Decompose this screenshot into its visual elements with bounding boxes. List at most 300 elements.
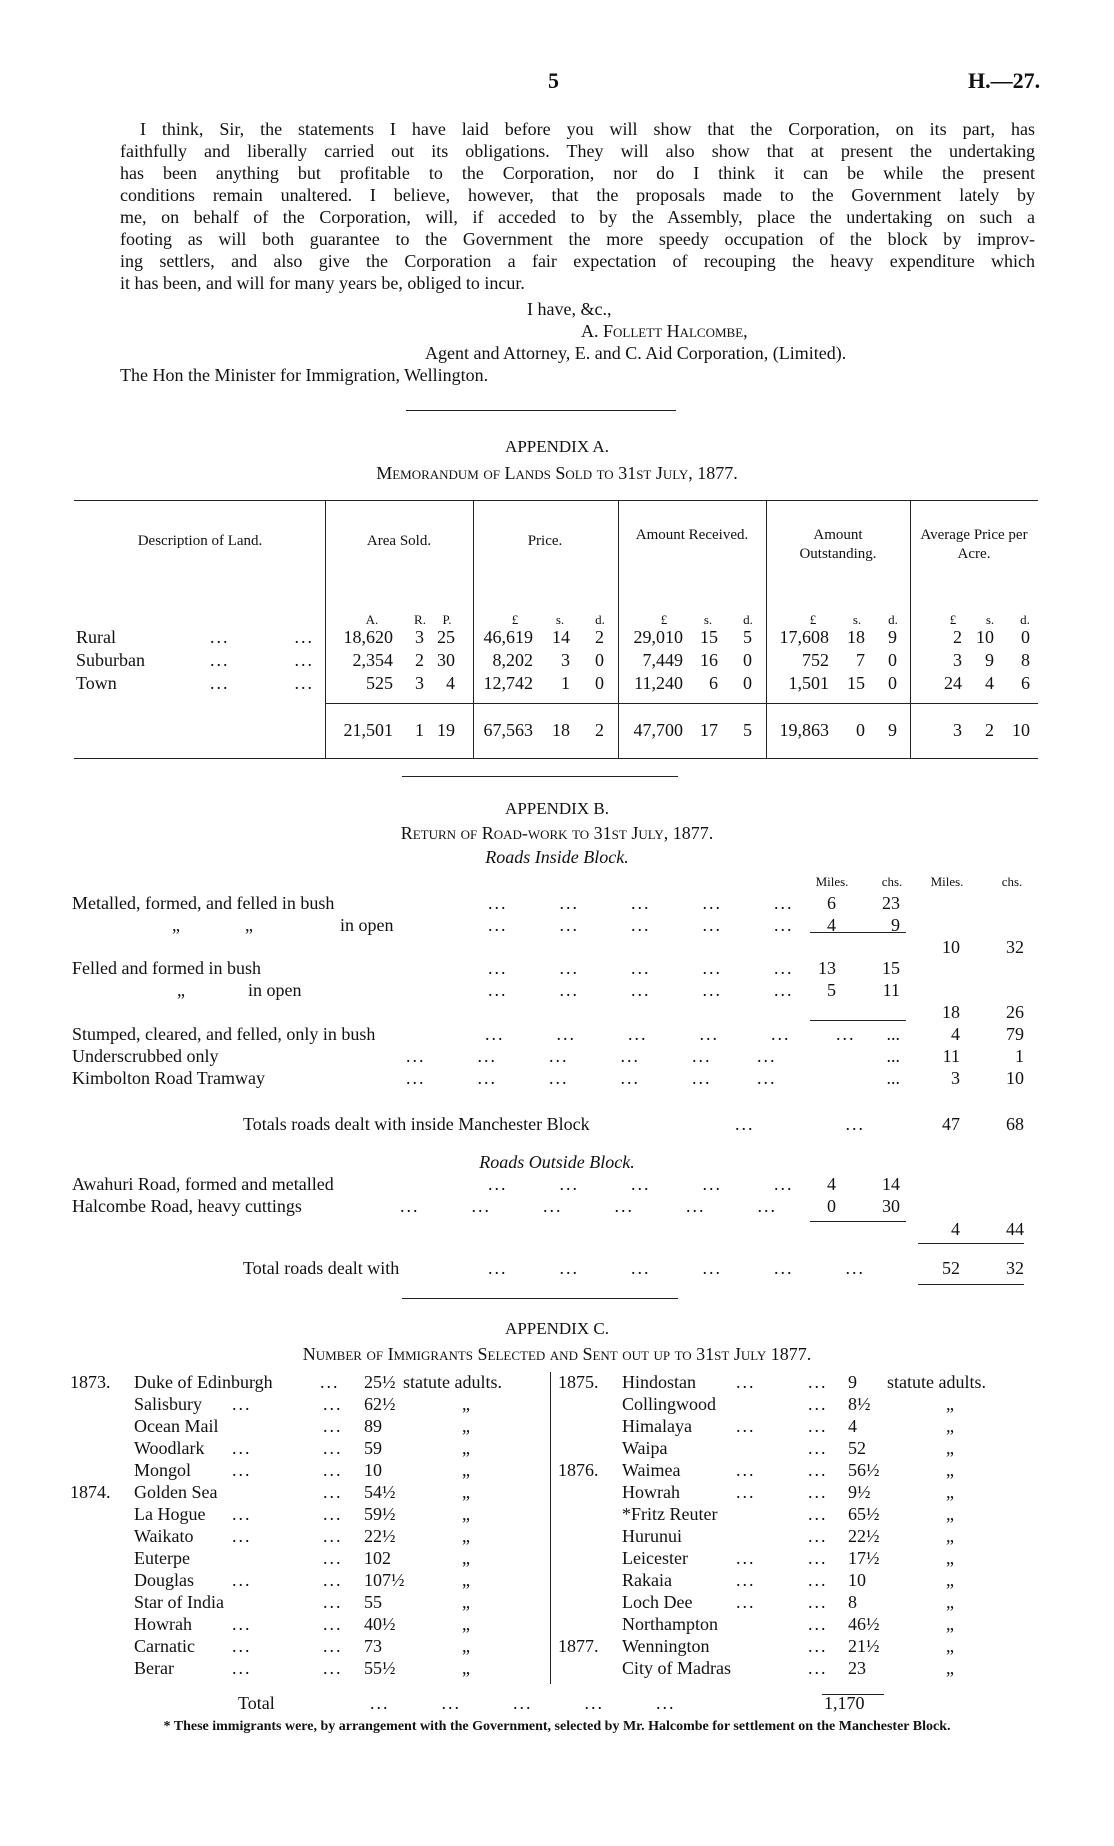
table-cell: 30 [437,650,455,670]
row-leader: ... [808,1570,828,1590]
row-leader: ... ... ... ... ... ... [400,1196,777,1216]
ditto-mark: „ [462,1438,470,1458]
unit-label: A. [365,612,379,627]
miles-total-cell: 47 [942,1114,960,1134]
ship-name: La Hogue [134,1504,206,1524]
miles-total-cell: 52 [942,1258,960,1278]
immigrant-count: 102 [364,1548,391,1568]
table-cell: 0 [743,650,752,670]
miles-cell: 0 [827,1196,836,1216]
miles-total-cell: 4 [951,1219,960,1239]
table-cell: 2,354 [352,650,393,670]
ditto-mark: „ [177,980,185,1000]
table-cell: 7 [856,650,865,670]
column-header: Miles. [815,874,849,889]
table-cell: 0 [1021,627,1030,647]
appendix-a-title: Memorandum of Lands Sold to 31st July, 1877. [376,463,738,483]
letter-line: faithfully and liberally carried out its obligations. They will also show that at present the undertaking [120,141,1035,161]
ship-name: Ocean Mail [134,1416,219,1436]
ship-name: Star of India [134,1592,224,1612]
ditto-mark: „ [462,1526,470,1546]
row-leader: ... [232,1658,252,1678]
unit-label: £ [949,612,957,627]
table-cell: 0 [888,673,897,693]
table-cell: 46,619 [483,627,533,647]
immigrant-count: 59 [364,1438,382,1458]
row-leader: ... [808,1394,828,1414]
table-cell: 4 [985,673,994,693]
row-label: in open [340,915,394,935]
row-leader: ... ... ... ... ... [488,893,794,913]
row-leader: ... [808,1548,828,1568]
table-column-rule [550,1372,551,1684]
ditto-mark: „ [946,1658,954,1678]
table-cell: 17,608 [779,627,829,647]
row-leader: ... [323,1438,343,1458]
chains-total-cell: 10 [1006,1068,1024,1088]
year-label: 1877. [558,1636,599,1656]
chains-total-cell: 32 [1006,937,1024,957]
row-leader: ... [808,1372,828,1392]
immigrant-count: 9½ [848,1482,871,1502]
column-header: Miles. [930,874,964,889]
ditto-mark: „ [462,1592,470,1612]
row-leader: ... ... ... ... ... ... [485,1024,856,1044]
immigrant-count: 8½ [848,1394,871,1414]
table-cell: 9 [985,650,994,670]
row-leader: ... ... ... ... ... [488,980,794,1000]
table-cell: 2 [595,627,604,647]
row-leader: ... [232,1460,252,1480]
ship-name: Berar [134,1658,174,1678]
year-label: 1873. [70,1372,111,1392]
table-cell: 2 [415,650,424,670]
row-leader: ... ... [210,650,314,670]
ship-name: Hurunui [622,1526,682,1546]
immigrant-count: 65½ [848,1504,880,1524]
table-cell: 6 [709,673,718,693]
row-leader: ... [232,1504,252,1524]
letter-line: it has been, and will for many years be, obliged to incur. [120,273,525,293]
ditto-mark: „ [462,1416,470,1436]
ship-name: Mongol [134,1460,192,1480]
letter-signature: A. Follett Halcombe, [581,321,748,341]
unit-label: d. [1020,612,1030,627]
row-leader: ... [323,1592,343,1612]
chains-cell: 11 [882,980,900,1000]
row-leader: ... [736,1548,756,1568]
table-cell: 16 [700,650,718,670]
table-cell: 7,449 [642,650,683,670]
table-cell: 11,240 [634,673,683,693]
row-leader: ... [323,1570,343,1590]
inside-total-label: Totals roads dealt with inside Manchester Block [243,1114,590,1134]
ship-name: Douglas [134,1570,194,1590]
unit-label: s. [852,612,862,627]
ditto-mark: „ [946,1438,954,1458]
table-cell: 752 [802,650,829,670]
ditto-mark: „ [946,1504,954,1524]
table-cell: 1,501 [788,673,829,693]
table-cell: 4 [446,673,455,693]
immigrant-count: 17½ [848,1548,880,1568]
miles-cell: 5 [827,980,836,1000]
table-cell: 0 [743,673,752,693]
appendix-b-title: Return of Road-work to 31st July, 1877. [400,823,714,843]
table-cell: 18,620 [343,627,393,647]
chains-cell: ... [886,1068,900,1088]
table-rule [74,500,1038,501]
ditto-mark: „ [462,1548,470,1568]
table-rule [325,703,1038,704]
row-leader: ... [808,1658,828,1678]
row-leader: ... [320,1372,340,1392]
total-cell: 10 [1012,720,1030,740]
year-label: 1876. [558,1460,599,1480]
row-label: Rural [76,627,116,647]
row-leader: ... ... ... ... ... ... [488,1258,865,1278]
immigrant-count: 10 [364,1460,382,1480]
ditto-mark: „ [462,1570,470,1590]
unit-label: s. [703,612,713,627]
immigrant-count: 8 [848,1592,857,1612]
immigrant-count: 89 [364,1416,382,1436]
row-label: Underscrubbed only [72,1046,219,1066]
total-cell: 18 [552,720,570,740]
row-leader: ... [323,1416,343,1436]
ship-name: Waikato [134,1526,194,1546]
letter-line: conditions remain unaltered. I believe, however, that the proposals made to the Government lately by [120,185,1035,205]
ditto-mark: „ [462,1504,470,1524]
ship-name: Wennington [622,1636,710,1656]
row-leader: ... [323,1394,343,1414]
ship-name: Himalaya [622,1416,692,1436]
total-cell: 3 [953,720,962,740]
chains-total-cell: 68 [1006,1114,1024,1134]
row-leader: ... ... ... ... ... [488,915,794,935]
table-rule [74,758,1038,759]
row-leader: ... [323,1636,343,1656]
ship-name: Loch Dee [622,1592,693,1612]
total-cell: 19,863 [779,720,829,740]
ditto-mark: „ [946,1570,954,1590]
unit-label: s. [985,612,995,627]
letter-closing: I have, &c., [527,299,612,319]
table-cell: 10 [976,627,994,647]
ditto-mark: „ [946,1482,954,1502]
chains-total-cell: 79 [1006,1024,1024,1044]
ditto-mark: „ [462,1636,470,1656]
ditto-mark: „ [172,915,180,935]
chains-total-cell: 44 [1006,1219,1024,1239]
unit-label: statute adults. [403,1372,502,1392]
row-leader: ... [808,1438,828,1458]
row-leader: ... [808,1636,828,1656]
table-cell: 3 [415,673,424,693]
ship-name: Duke of Edinburgh [134,1372,273,1392]
column-header: Price. [527,533,563,549]
roads-outside-heading: Roads Outside Block. [479,1152,635,1172]
table-cell: 14 [552,627,570,647]
row-leader: ... [232,1394,252,1414]
row-leader: ... ... [210,673,314,693]
table-cell: 3 [953,650,962,670]
ship-name: City of Madras [622,1658,731,1678]
table-cell: 3 [561,650,570,670]
row-leader: ... [323,1548,343,1568]
miles-total-cell: 11 [942,1046,960,1066]
row-leader: ... ... ... ... ... [488,958,794,978]
row-label: Kimbolton Road Tramway [72,1068,266,1088]
table-rule [918,1243,1024,1244]
row-leader: ... [808,1592,828,1612]
row-leader: ... [736,1372,756,1392]
total-cell: 47,700 [633,720,683,740]
row-leader: ... ... [735,1114,865,1134]
column-header: Amount Outstanding. [799,527,877,562]
immigrants-total-value: 1,170 [824,1693,865,1713]
ship-name: Golden Sea [134,1482,218,1502]
ship-name: Waipa [622,1438,668,1458]
row-label: Awahuri Road, formed and metalled [72,1174,334,1194]
total-cell: 1 [415,720,424,740]
row-label: Stumped, cleared, and felled, only in bush [72,1024,376,1044]
ship-name: Waimea [622,1460,681,1480]
ship-name: Leicester [622,1548,688,1568]
immigrant-count: 55 [364,1592,382,1612]
row-leader: ... [808,1416,828,1436]
letter-line: ing settlers, and also give the Corporation a fair expectation of recouping the heavy expenditure which [120,251,1035,271]
immigrants-total-label: Total [238,1693,275,1713]
immigrant-count: 4 [848,1416,857,1436]
table-cell: 3 [415,627,424,647]
table-rule [810,1020,906,1021]
row-leader: ... ... ... ... ... ... [406,1068,777,1088]
row-leader: ... [323,1460,343,1480]
ditto-mark: „ [946,1548,954,1568]
letter-addressee: The Hon the Minister for Immigration, Wellington. [120,365,489,385]
row-leader: ... [808,1482,828,1502]
immigrant-count: 21½ [848,1636,880,1656]
row-leader: ... [808,1526,828,1546]
row-leader: ... [808,1614,828,1634]
ditto-mark: „ [946,1636,954,1656]
row-leader: ... [232,1526,252,1546]
total-cell: 2 [985,720,994,740]
divider [402,1298,678,1299]
ship-name: Howrah [134,1614,192,1634]
ship-name: Rakaia [622,1570,672,1590]
ditto-mark: „ [462,1614,470,1634]
row-label: Halcombe Road, heavy cuttings [72,1196,302,1216]
immigrant-count: 9 [848,1372,857,1392]
ship-name: Salisbury [134,1394,203,1414]
roads-inside-heading: Roads Inside Block. [485,847,629,867]
table-cell: 525 [366,673,393,693]
immigrant-count: 54½ [364,1482,396,1502]
unit-label: £ [660,612,668,627]
unit-label: P. [442,612,452,627]
ship-name: Euterpe [134,1548,190,1568]
miles-cell: 6 [827,893,836,913]
ditto-mark: „ [946,1614,954,1634]
immigrant-count: 73 [364,1636,382,1656]
table-cell: 0 [888,650,897,670]
column-header: Average Price per Acre. [920,527,1028,562]
ditto-mark: „ [462,1482,470,1502]
ship-name: Collingwood [622,1394,717,1414]
chains-cell: 23 [882,893,900,913]
unit-label: statute adults. [887,1372,986,1392]
column-header: Area Sold. [366,533,432,549]
chains-cell: 14 [882,1174,900,1194]
row-leader: ... [232,1570,252,1590]
row-label: in open [248,980,302,1000]
document-reference: H.—27. [968,68,1041,93]
immigrant-count: 59½ [364,1504,396,1524]
column-header: chs. [881,874,903,889]
row-leader: ... ... ... ... ... ... [406,1046,777,1066]
unit-label: £ [511,612,519,627]
divider [402,776,678,777]
row-leader: ... [232,1438,252,1458]
table-cell: 12,742 [483,673,533,693]
immigrant-count: 40½ [364,1614,396,1634]
appendix-a-heading: APPENDIX A. [505,437,609,456]
ship-name: *Fritz Reuter [622,1504,718,1524]
chains-total-cell: 32 [1006,1258,1024,1278]
table-cell: 29,010 [633,627,683,647]
chains-cell: 9 [891,915,900,935]
letter-signatory-title: Agent and Attorney, E. and C. Aid Corporation, (Limited). [425,343,847,363]
chains-total-cell: 26 [1006,1002,1024,1022]
row-label: Metalled, formed, and felled in bush [72,893,335,913]
ditto-mark: „ [245,915,253,935]
miles-total-cell: 10 [942,937,960,957]
unit-label: d. [595,612,605,627]
row-leader: ... ... [210,627,314,647]
immigrant-count: 10 [848,1570,866,1590]
table-cell: 5 [743,627,752,647]
table-cell: 8,202 [492,650,533,670]
row-leader: ... [736,1570,756,1590]
total-cell: 17 [700,720,718,740]
ditto-mark: „ [946,1460,954,1480]
letter-line: has been anything but profitable to the Corporation, nor do I think it can be while the present [120,163,1035,183]
table-cell: 6 [1021,673,1030,693]
row-leader: ... [323,1482,343,1502]
ship-name: Northampton [622,1614,718,1634]
page-number: 5 [548,68,559,93]
divider [406,410,676,411]
total-cell: 0 [856,720,865,740]
unit-label: £ [809,612,817,627]
column-header: Amount Received. [635,527,749,543]
appendix-c-heading: APPENDIX C. [505,1319,609,1338]
immigrant-count: 52 [848,1438,866,1458]
table-rule [810,1221,906,1222]
ditto-mark: „ [462,1460,470,1480]
table-rule [918,1284,1024,1285]
total-leader: ... ... ... ... ... [370,1693,676,1713]
immigrant-count: 22½ [364,1526,396,1546]
row-leader: ... [736,1416,756,1436]
unit-label: d. [888,612,898,627]
total-cell: 21,501 [343,720,393,740]
row-leader: ... [323,1526,343,1546]
ship-name: Howrah [622,1482,680,1502]
table-cell: 0 [595,650,604,670]
chains-total-cell: 1 [1015,1046,1024,1066]
table-cell: 1 [561,673,570,693]
immigrant-count: 23 [848,1658,866,1678]
ditto-mark: „ [946,1592,954,1612]
chains-cell: 15 [882,958,900,978]
unit-label: d. [743,612,753,627]
immigrant-count: 62½ [364,1394,396,1414]
ditto-mark: „ [946,1416,954,1436]
table-cell: 15 [700,627,718,647]
miles-total-cell: 4 [951,1024,960,1044]
grand-total-label: Total roads dealt with [243,1258,400,1278]
table-cell: 8 [1021,650,1030,670]
immigrant-count: 107½ [364,1570,405,1590]
row-leader: ... [808,1460,828,1480]
total-cell: 9 [888,720,897,740]
appendix-c-title: Number of Immigrants Selected and Sent out up to 31st July 1877. [302,1344,812,1364]
table-cell: 15 [847,673,865,693]
miles-cell: 4 [827,1174,836,1194]
miles-total-cell: 3 [951,1068,960,1088]
ditto-mark: „ [462,1394,470,1414]
row-leader: ... [232,1614,252,1634]
year-label: 1875. [558,1372,599,1392]
ditto-mark: „ [946,1394,954,1414]
row-leader: ... [808,1504,828,1524]
table-cell: 9 [888,627,897,647]
appendix-b-heading: APPENDIX B. [505,799,609,818]
chains-cell: ... [886,1046,900,1066]
ditto-mark: „ [462,1658,470,1678]
immigrant-count: 55½ [364,1658,396,1678]
row-label: Suburban [76,650,145,670]
table-cell: 24 [944,673,962,693]
miles-cell: 4 [827,915,836,935]
row-leader: ... ... ... ... ... [488,1174,794,1194]
ditto-mark: „ [946,1526,954,1546]
column-header: chs. [1001,874,1023,889]
row-leader: ... [736,1592,756,1612]
letter-line: I think, Sir, the statements I have laid before you will show that the Corporation, on its part, has [140,119,1035,139]
row-leader: ... [736,1482,756,1502]
row-leader: ... [323,1614,343,1634]
unit-label: R. [414,612,426,627]
table-rule [810,932,906,933]
total-cell: 67,563 [483,720,533,740]
row-label: Felled and formed in bush [72,958,261,978]
total-cell: 5 [743,720,752,740]
row-leader: ... [323,1658,343,1678]
row-label: Town [76,673,117,693]
ship-name: Hindostan [622,1372,696,1392]
row-leader: ... [323,1504,343,1524]
immigrant-count: 56½ [848,1460,880,1480]
row-leader: ... [232,1636,252,1656]
table-cell: 2 [953,627,962,647]
total-cell: 2 [595,720,604,740]
table-cell: 25 [437,627,455,647]
miles-cell: 13 [818,958,836,978]
